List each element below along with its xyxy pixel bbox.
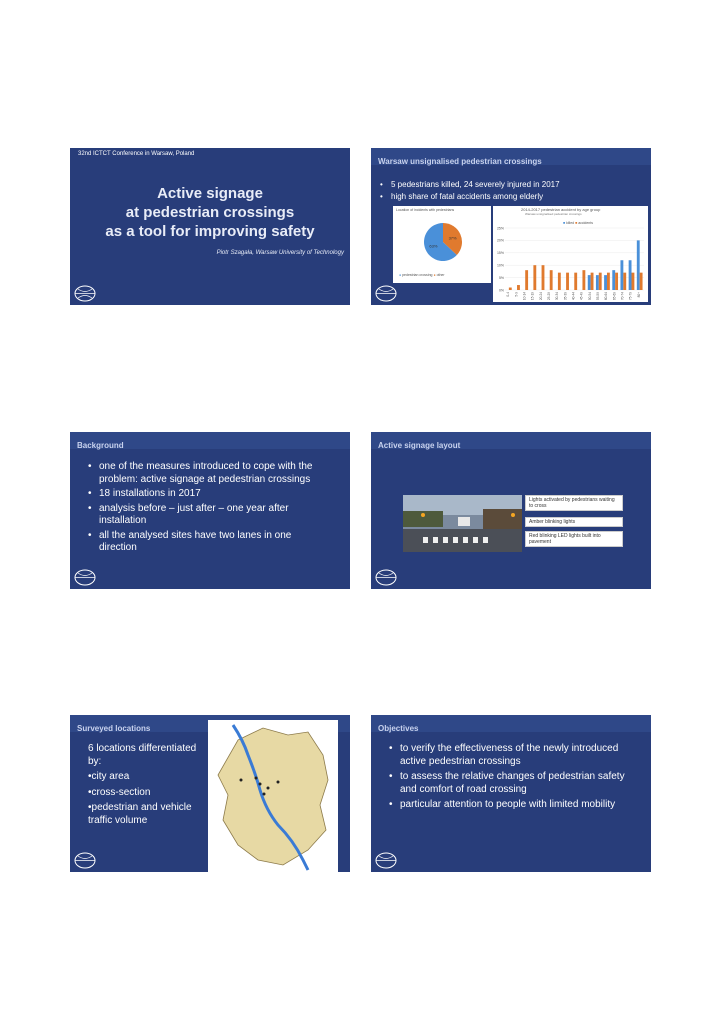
slide-title-text: Warsaw unsignalised pedestrian crossings bbox=[378, 157, 542, 166]
bullet-item: • 5 pedestrians killed, 24 severely injured in 2017 bbox=[378, 179, 648, 191]
pie-legend-label: pedestrian crossing bbox=[402, 273, 433, 277]
location-criterion: •pedestrian and vehicle traffic volume bbox=[88, 802, 192, 826]
y-tick-label: 5% bbox=[498, 275, 504, 280]
bullet-item: • analysis before – just after – one year after installation bbox=[86, 503, 331, 528]
bar-accidents bbox=[525, 270, 528, 290]
bar-killed bbox=[620, 260, 623, 290]
conference-logo-icon bbox=[375, 569, 397, 586]
bar-accidents bbox=[591, 273, 594, 290]
x-tick-label: 20-24 bbox=[538, 292, 543, 301]
label-amber-lights: Amber blinking lights bbox=[525, 517, 623, 527]
slide-title-text: Active signage layout bbox=[378, 441, 461, 450]
slide-background bbox=[70, 432, 350, 589]
bullet-item: • one of the measures introduced to cope with the problem: active signage at pedestrian crossings bbox=[86, 461, 331, 486]
x-tick-label: 55-59 bbox=[596, 292, 601, 301]
pie-title: Location of incidents with pedestrians bbox=[396, 208, 455, 212]
y-tick-label: 20% bbox=[496, 238, 504, 243]
bar-accidents bbox=[517, 285, 520, 290]
street-photo bbox=[403, 495, 522, 552]
pie-legend-label: other bbox=[436, 273, 445, 277]
bar-killed bbox=[596, 275, 599, 290]
y-tick-label: 15% bbox=[496, 251, 504, 256]
locations-intro: 6 locations differentiated by: bbox=[88, 743, 197, 767]
bar-killed bbox=[588, 275, 591, 290]
slide-warsaw-crossings bbox=[371, 148, 651, 305]
bar-accidents bbox=[582, 270, 585, 290]
bar-chart bbox=[493, 206, 648, 302]
x-tick-label: 30-34 bbox=[555, 292, 560, 301]
bar-accidents bbox=[542, 265, 545, 290]
bar-accidents bbox=[566, 273, 569, 290]
slide-objectives bbox=[371, 715, 651, 872]
bar-accidents bbox=[632, 273, 635, 290]
bar-chart-panel: 2014-2017 pedestrian accident by age group Warsaw unsignalised pedestrian crossings ■ killed ■ accidents 0% 5% 10% 15% 20% 25% 0-4 5-9 10-14 15-19 20-24 25-29 30-34 35-39 40-44 45-49 50-54 55-59 60-64 65-69 70-74 75-79 80+ bbox=[493, 206, 648, 302]
x-tick-label: 15-19 bbox=[530, 292, 535, 301]
label-red-led-lights: Red blinking LED lights built into pavement bbox=[525, 531, 623, 547]
conference-logo-icon bbox=[375, 852, 397, 869]
bar-accidents bbox=[550, 270, 553, 290]
bar-legend-label: killed bbox=[566, 221, 575, 225]
y-tick-label: 0% bbox=[498, 288, 504, 293]
x-tick-label: 80+ bbox=[636, 292, 641, 298]
bar-title: 2014-2017 pedestrian accident by age group bbox=[521, 207, 601, 212]
bullet-item: • all the analysed sites have two lanes in one direction bbox=[86, 530, 331, 555]
bullet-item: • to verify the effectiveness of the newly introduced active pedestrian crossings bbox=[387, 743, 637, 768]
bar-subtitle: Warsaw unsignalised pedestrian crossings bbox=[525, 212, 582, 216]
x-tick-label: 50-54 bbox=[587, 292, 592, 301]
bar-accidents bbox=[558, 273, 561, 290]
y-tick-label: 25% bbox=[496, 226, 504, 231]
bar-killed bbox=[637, 240, 640, 290]
x-tick-label: 25-29 bbox=[546, 292, 551, 301]
bullet-item: • high share of fatal accidents among elderly bbox=[378, 191, 648, 203]
pie-chart bbox=[393, 206, 491, 283]
x-tick-label: 60-64 bbox=[604, 292, 609, 301]
bullet-list bbox=[378, 179, 648, 203]
conference-logo-icon bbox=[74, 852, 96, 869]
bar-killed bbox=[629, 260, 632, 290]
pie-slice-label: 37% bbox=[448, 235, 457, 241]
bar-accidents bbox=[599, 273, 602, 290]
author: Piotr Szagała, Warsaw University of Technology bbox=[216, 250, 344, 256]
bullet-list bbox=[86, 461, 331, 555]
slide-signage-layout bbox=[371, 432, 651, 589]
bullet-item: • to assess the relative changes of pedestrian safety and comfort of road crossing bbox=[387, 771, 637, 796]
x-tick-label: 40-44 bbox=[571, 292, 576, 301]
bullet-list bbox=[387, 743, 637, 812]
bar-accidents bbox=[615, 273, 618, 290]
pie-chart-panel: Location of incidents with pedestrians 63% 37% ● pedestrian crossing ● other bbox=[393, 206, 491, 283]
bar-accidents bbox=[509, 288, 512, 290]
x-tick-label: 35-39 bbox=[563, 292, 568, 301]
conference-logo-icon bbox=[74, 285, 96, 302]
bar-accidents bbox=[607, 273, 610, 290]
slide-title-text: Surveyed locations bbox=[77, 724, 151, 733]
x-tick-label: 0-4 bbox=[506, 292, 511, 297]
bar-killed bbox=[612, 270, 615, 290]
x-tick-label: 75-79 bbox=[628, 292, 633, 301]
bar-killed bbox=[604, 275, 607, 290]
label-activated-lights: Lights activated by pedestrians waiting to cross bbox=[525, 495, 623, 511]
slide-title-text: Objectives bbox=[378, 724, 419, 733]
title-line-1: Active signage bbox=[157, 185, 263, 202]
location-criterion: •city area bbox=[88, 771, 130, 782]
warsaw-map bbox=[208, 720, 338, 872]
bar-accidents bbox=[640, 273, 643, 290]
x-tick-label: 45-49 bbox=[579, 292, 584, 301]
pie-slice-label: 63% bbox=[429, 243, 438, 249]
slide-title bbox=[70, 148, 350, 305]
bar-accidents bbox=[574, 273, 577, 290]
title-line-3: as a tool for improving safety bbox=[105, 223, 315, 240]
bullet-item: • particular attention to people with limited mobility bbox=[387, 799, 637, 812]
x-tick-label: 10-14 bbox=[522, 292, 527, 301]
slide-surveyed-locations bbox=[70, 715, 350, 872]
slide-title-text: Background bbox=[77, 441, 124, 450]
bar-accidents bbox=[533, 265, 536, 290]
bar-legend-label: accidents bbox=[578, 221, 593, 225]
y-tick-label: 10% bbox=[496, 263, 504, 268]
x-tick-label: 5-9 bbox=[514, 292, 519, 297]
bar-accidents bbox=[623, 273, 626, 290]
conference-logo-icon bbox=[375, 285, 397, 302]
location-criterion: •cross-section bbox=[88, 786, 151, 798]
x-tick-label: 65-69 bbox=[612, 292, 617, 301]
conference-label: 32nd ICTCT Conference in Warsaw, Poland bbox=[78, 151, 195, 157]
title-line-2: at pedestrian crossings bbox=[125, 204, 295, 221]
x-tick-label: 70-74 bbox=[620, 292, 625, 301]
bullet-item: • 18 installations in 2017 bbox=[86, 488, 331, 501]
conference-logo-icon bbox=[74, 569, 96, 586]
